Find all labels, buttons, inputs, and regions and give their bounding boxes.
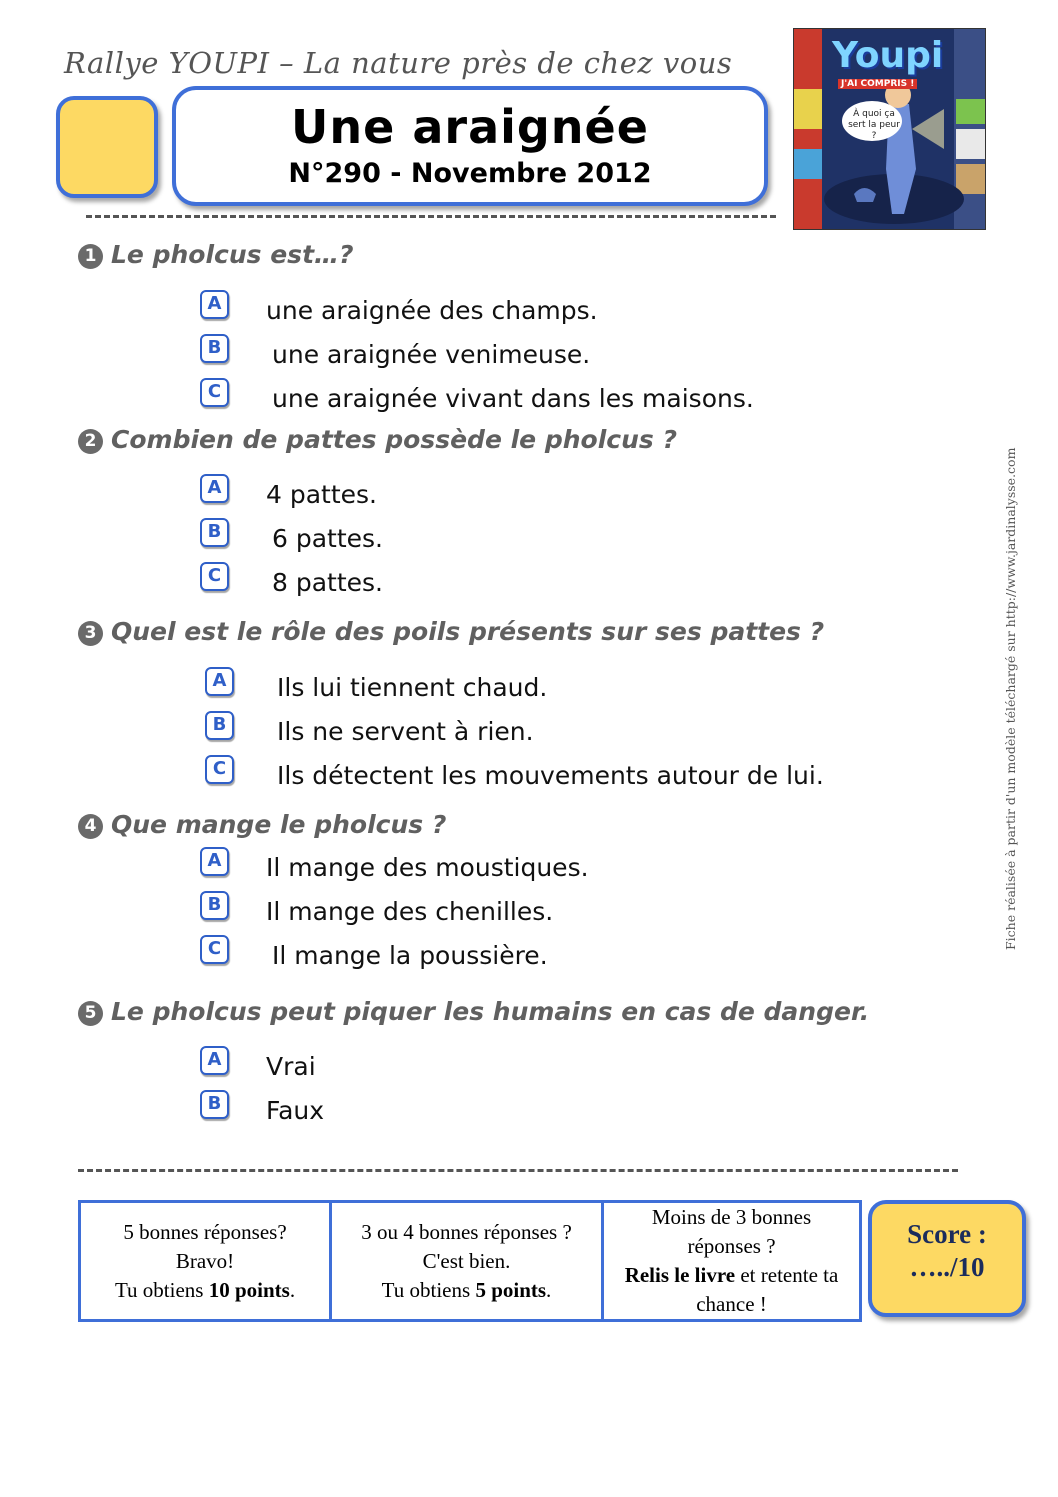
scoring-line: 3 ou 4 bonnes réponses ? [361,1219,572,1244]
option-text: Ils ne servent à rien. [277,717,534,746]
score-box[interactable] [868,1200,1026,1317]
question-number-badge: 1 [78,244,103,269]
series-title: Rallye YOUPI – La nature près de chez vous [64,46,733,80]
option-text: Ils lui tiennent chaud. [277,673,548,702]
option-letter-checkbox[interactable]: B [200,891,229,920]
option-text: Ils détectent les mouvements autour de lui. [277,761,824,790]
scoring-line: Moins de 3 bonnes réponses ? [651,1205,812,1258]
question-5 [78,997,869,1026]
source-note: Fiche réalisée à partir d'un modèle téléchargé sur http://www.jardinalysse.com [1003,447,1018,950]
option-letter-checkbox[interactable]: A [205,667,234,696]
option-letter-checkbox[interactable]: A [200,290,229,319]
scoring-table [78,1200,862,1322]
question-number-badge: 4 [78,814,103,839]
cover-speech-bubble: À quoi ça sert la peur ? [848,109,900,141]
cover-logo: Youpi [832,35,944,76]
score-value[interactable]: …../10 [909,1252,985,1282]
question-text: Le pholcus peut piquer les humains en cas de danger. [111,997,870,1026]
question-text: Combien de pattes possède le pholcus ? [111,425,677,454]
option-letter-checkbox[interactable]: A [200,847,229,876]
scoring-line: . [546,1277,552,1302]
question-2 [78,425,677,454]
question-text: Que mange le pholcus ? [111,810,447,839]
option-letter-checkbox[interactable]: C [205,755,234,784]
option-letter-checkbox[interactable]: C [200,378,229,407]
option-text: Il mange la poussière. [272,941,548,970]
scoring-points: 10 points [208,1277,290,1302]
scoring-line: Bravo! [175,1248,235,1273]
option-text: Vrai [266,1052,316,1081]
option-letter-checkbox[interactable]: B [200,334,229,363]
option-letter-checkbox[interactable]: B [205,711,234,740]
option-text: une araignée des champs. [266,296,598,325]
question-number-badge: 5 [78,1001,103,1026]
issue-subtitle: N°290 - Novembre 2012 [288,158,652,189]
question-text: Quel est le rôle des poils présents sur ses pattes ? [111,617,825,646]
question-4 [78,810,446,839]
cover-tagline: J'AI COMPRIS ! [838,79,917,89]
option-text: une araignée venimeuse. [272,340,591,369]
option-text: 4 pattes. [266,480,377,509]
option-text: une araignée vivant dans les maisons. [272,384,754,413]
option-text: Faux [266,1096,325,1125]
scoring-advice: Relis le livre [624,1263,736,1287]
answer-box[interactable] [56,96,158,198]
scoring-line: et retente ta chance ! [696,1263,839,1316]
title-panel [172,86,768,206]
top-divider [86,215,776,218]
option-text: Il mange des moustiques. [266,853,589,882]
scoring-cell-mid [329,1203,601,1319]
scoring-cell-low [601,1203,859,1319]
score-label: Score : [907,1219,987,1249]
option-letter-checkbox[interactable]: A [200,474,229,503]
magazine-cover-image [793,28,986,230]
option-text: 6 pattes. [272,524,383,553]
scoring-line: . [289,1277,296,1302]
page-title: Une araignée [291,100,649,154]
scoring-cell-top [81,1203,329,1319]
scoring-points: 5 points [475,1277,547,1302]
question-1 [78,240,354,269]
scoring-line: C'est bien. [422,1248,511,1273]
option-text: 8 pattes. [272,568,383,597]
scoring-line: 5 bonnes réponses? [123,1219,287,1244]
question-3 [78,617,824,646]
scoring-line: Tu obtiens [114,1277,209,1302]
option-text: Il mange des chenilles. [266,897,554,926]
bottom-divider [78,1169,958,1172]
option-letter-checkbox[interactable]: A [200,1046,229,1075]
option-letter-checkbox[interactable]: B [200,1090,229,1119]
question-number-badge: 2 [78,429,103,454]
option-letter-checkbox[interactable]: C [200,562,229,591]
scoring-line: Tu obtiens [381,1277,476,1302]
option-letter-checkbox[interactable]: B [200,518,229,547]
question-number-badge: 3 [78,621,103,646]
option-letter-checkbox[interactable]: C [200,935,229,964]
question-text: Le pholcus est…? [111,240,354,269]
